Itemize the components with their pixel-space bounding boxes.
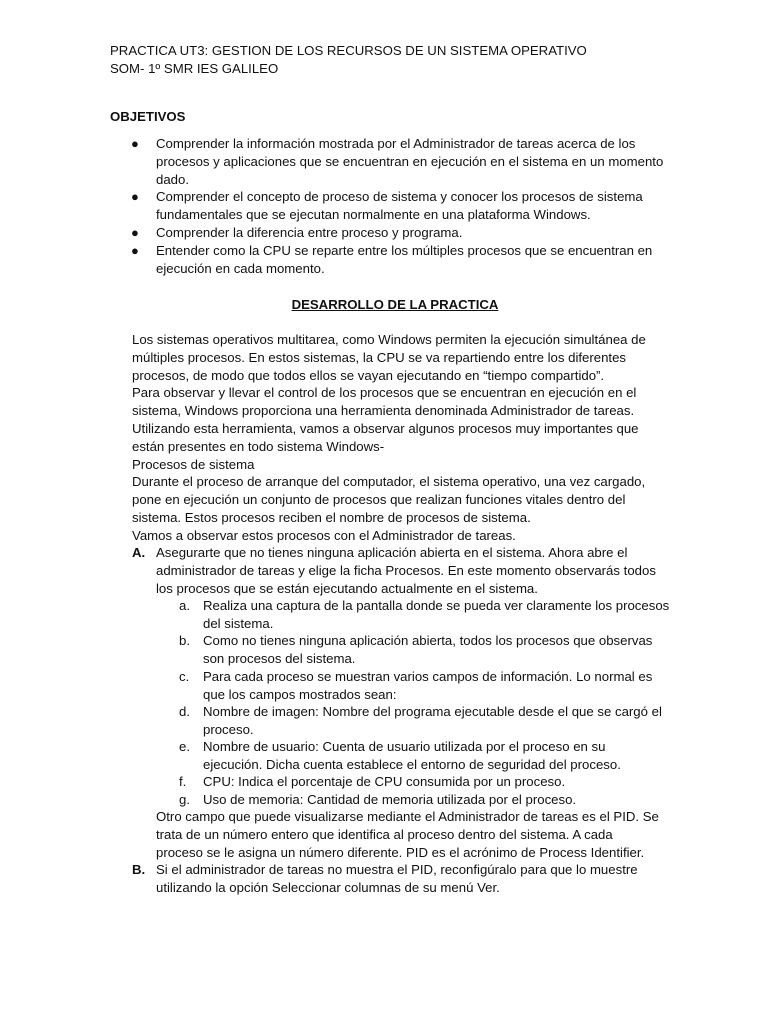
subitem-label: g.: [179, 792, 190, 807]
intro-paragraph: [132, 331, 646, 545]
intro-line: Durante el proceso de arranque del computador, el sistema operativo, una vez cargado,: [132, 474, 646, 490]
objective-line: fundamentales que se ejecutan normalmente en una plataforma Windows.: [156, 206, 591, 222]
step-b-marker: B.: [132, 862, 146, 877]
objective-line: Entender como la CPU se reparte entre los múltiples procesos que se encuentran en: [156, 243, 653, 258]
intro-line: están presentes en todo sistema Windows-: [132, 438, 385, 454]
step-a-line: los procesos que se están ejecutando actualmente en el sistema.: [156, 580, 538, 596]
header-title: PRACTICA UT3: GESTION DE LOS RECURSOS DE UN SISTEMA OPERATIVO: [110, 43, 587, 58]
subitem-line: del sistema.: [203, 615, 274, 631]
intro-line: sistema, Windows proporciona una herramienta denominada Administrador de tareas.: [132, 403, 635, 419]
step-b-line: Si el administrador de tareas no muestra el PID, reconfigúralo para que lo muestre: [156, 862, 638, 877]
objective-line: Comprender la información mostrada por el Administrador de tareas acerca de los: [156, 136, 636, 151]
intro-line: Procesos de sistema: [132, 456, 255, 472]
subitem-line: Nombre de imagen: Nombre del programa ejecutable desde el que se cargó el: [203, 704, 662, 719]
objective-line: dado.: [156, 171, 190, 187]
subitem-line: CPU: Indica el porcentaje de CPU consumida por un proceso.: [203, 774, 566, 789]
step-b-line: utilizando la opción Seleccionar columnas de su menú Ver.: [156, 879, 500, 895]
objective-line: procesos y aplicaciones que se encuentran en ejecución en el sistema en un momento: [156, 153, 664, 169]
subitem-line: proceso.: [203, 721, 254, 737]
intro-line: Para observar y llevar el control de los procesos que se encuentran en ejecución en el: [132, 385, 637, 401]
step-b-text: [156, 861, 638, 897]
subitem-label: a.: [179, 598, 190, 613]
bullet-icon: ●: [131, 225, 139, 240]
step-a-text: [156, 544, 656, 597]
pid-line: trata de un número entero que identifica al proceso dentro del sistema. A cada: [156, 826, 613, 842]
subitem-line: Como no tienes ninguna aplicación abierta, todos los procesos que observas: [203, 633, 653, 648]
intro-line: sistema. Estos procesos reciben el nombre de procesos de sistema.: [132, 509, 531, 525]
subitem-label: f.: [179, 774, 187, 789]
intro-line: Vamos a observar estos procesos con el Administrador de tareas.: [132, 527, 516, 543]
intro-line: Los sistemas operativos multitarea, como Windows permiten la ejecución simultánea de: [132, 332, 646, 347]
bullet-icon: ●: [131, 136, 139, 151]
development-heading: DESARROLLO DE LA PRACTICA: [291, 297, 499, 312]
bullet-icon: ●: [131, 243, 139, 258]
objective-line: ejecución en cada momento.: [156, 260, 325, 276]
subitem-label: d.: [179, 704, 190, 719]
pid-line: proceso se le asigna un número diferente. PID es el acrónimo de Process Identifier.: [156, 844, 645, 860]
subitem-line: ejecución. Dicha cuenta establece el entorno de seguridad del proceso.: [203, 756, 621, 772]
subitem-line: que los campos mostrados sean:: [203, 686, 397, 702]
intro-line: pone en ejecución un conjunto de procesos que realizan funciones vitales dentro del: [132, 492, 626, 508]
step-a-line: administrador de tareas y elige la ficha Procesos. En este momento observarás todos: [156, 562, 656, 578]
step-a-line: Asegurarte que no tienes ninguna aplicación abierta en el sistema. Ahora abre el: [156, 545, 628, 560]
bullet-icon: ●: [131, 189, 139, 204]
subitem-label: b.: [179, 633, 190, 648]
intro-line: múltiples procesos. En estos sistemas, la CPU se va repartiendo entre los diferentes: [132, 349, 627, 365]
pid-line: Otro campo que puede visualizarse mediante el Administrador de tareas es el PID. Se: [156, 809, 659, 824]
subitem-line: Uso de memoria: Cantidad de memoria utilizada por el proceso.: [203, 792, 577, 807]
subitem-line: Nombre de usuario: Cuenta de usuario utilizada por el proceso en su: [203, 739, 606, 754]
subitem-line: son procesos del sistema.: [203, 650, 356, 666]
pid-paragraph: [156, 808, 659, 861]
subitem-label: c.: [179, 669, 190, 684]
subitem-label: e.: [179, 739, 190, 754]
step-a-marker: A.: [132, 545, 146, 560]
objective-line: Comprender el concepto de proceso de sistema y conocer los procesos de sistema: [156, 189, 643, 204]
objectives-heading: OBJETIVOS: [110, 109, 186, 124]
header-subtitle: SOM- 1º SMR IES GALILEO: [110, 61, 279, 76]
subitem-line: Para cada proceso se muestran varios campos de información. Lo normal es: [203, 669, 653, 684]
subitem-line: Realiza una captura de la pantalla donde se pueda ver claramente los procesos: [203, 598, 670, 613]
objective-line: Comprender la diferencia entre proceso y programa.: [156, 225, 463, 240]
intro-line: procesos, de modo que todos ellos se vayan ejecutando en “tiempo compartido”.: [132, 367, 605, 383]
intro-line: Utilizando esta herramienta, vamos a observar algunos procesos muy importantes que: [132, 420, 639, 436]
